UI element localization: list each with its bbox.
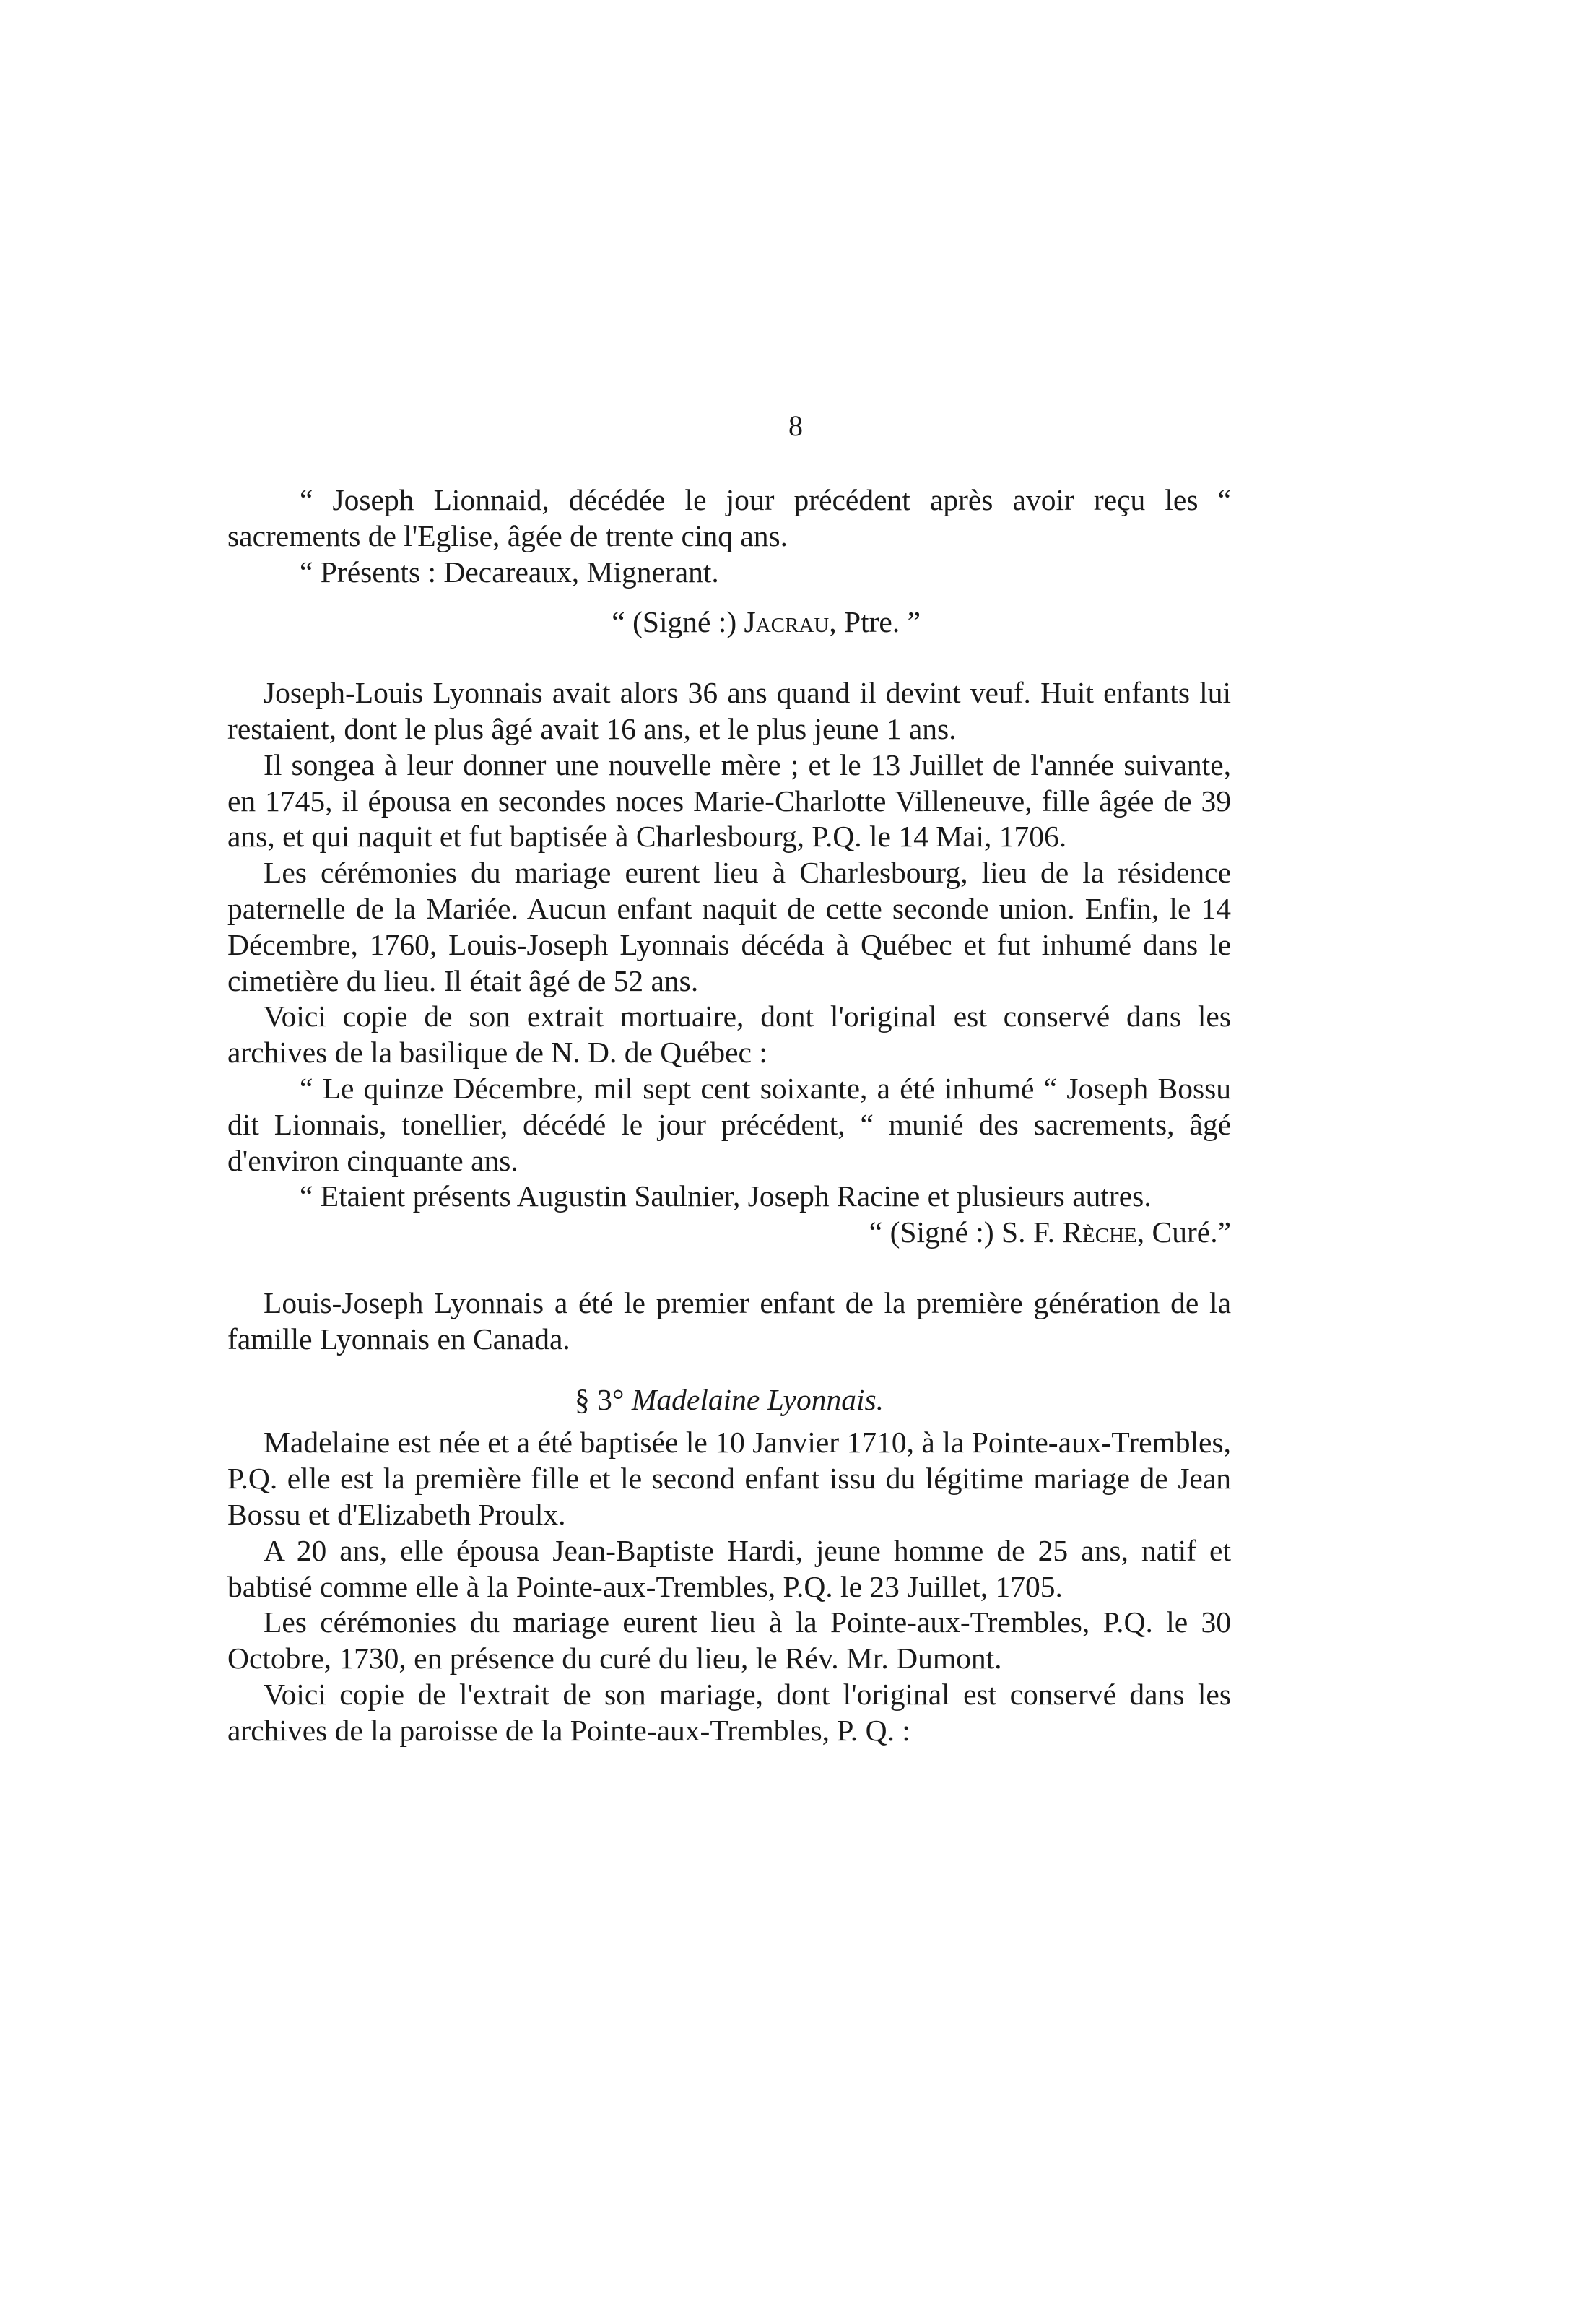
paragraph-ceremonies-charlesbourg: Les cérémonies du mariage eurent lieu à Charlesbourg, lieu de la résidence paternelle de la Mariée. Aucun enfant naquit de cette seconde union. Enfin, le 14 Décembre, 1760, Louis-Joseph Lyonnais décéda à Québec et fut inhumé dans le cimetière du lieu. Il était âgé de 52 ans. [227, 856, 1231, 997]
signature-jacrau [227, 604, 1231, 641]
paragraph-ceremonies-pointe: Les cérémonies du mariage eurent lieu à la Pointe-aux-Trembles, P.Q. le 30 Octobre, 1730, en présence du curé du lieu, le Rév. Mr. Dumont. [227, 1605, 1231, 1675]
paragraph-madelaine-marriage: A 20 ans, elle épousa Jean-Baptiste Hardi, jeune homme de 25 ans, natif et babtisé comme elle à la Pointe-aux-Trembles, P.Q. le 23 Juillet, 1705. [227, 1533, 1231, 1603]
paragraph-marriage-record-intro: Voici copie de l'extrait de son mariage, dont l'original est conservé dans les archives de la paroisse de la Pointe-aux-Trembles, P. Q. : [227, 1677, 1231, 1747]
signature-reche [227, 1215, 1231, 1251]
quote-witnesses: “ Présents : Decareaux, Mignerant. [300, 555, 719, 589]
text-column [227, 482, 1231, 1749]
signature-name: Jacrau [744, 605, 830, 639]
page-number: 8 [788, 409, 804, 442]
quote-burial-bossu: “ Le quinze Décembre, mil sept cent soixante, a été inhumé “ Joseph Bossu dit Lionnais, tonellier, décédé le jour précédent, “ munié des sacrements, âgé d'environ cinquante ans. [227, 1071, 1231, 1177]
signature-prefix: “ (Signé :) [612, 605, 744, 639]
section-heading [227, 1382, 1231, 1418]
paragraph-widower: Joseph-Louis Lyonnais avait alors 36 ans quand il devint veuf. Huit enfants lui restaient, dont le plus âgé avait 16 ans, et le plus jeune 1 ans. [227, 676, 1231, 745]
quote-present-witnesses: “ Etaient présents Augustin Saulnier, Joseph Racine et plusieurs autres. [300, 1179, 1152, 1213]
paragraph-madelaine-birth: Madelaine est née et a été baptisée le 10 Janvier 1710, à la Pointe-aux-Trembles, P.Q. elle est la première fille et le second enfant issu du légitime mariage de Jean Bossu et d'Elizabeth Proulx. [227, 1426, 1231, 1531]
signature-name: Rèche [1062, 1215, 1137, 1249]
section-title: Madelaine Lyonnais. [631, 1382, 884, 1416]
paragraph-first-child: Louis-Joseph Lyonnais a été le premier enfant de la première génération de la famille Lyonnais en Canada. [227, 1285, 1231, 1356]
paragraph-death-record-intro: Voici copie de son extrait mortuaire, dont l'original est conservé dans les archives de la basilique de N. D. de Québec : [227, 1000, 1231, 1070]
signature-prefix: “ (Signé :) S. F. [869, 1215, 1063, 1249]
signature-suffix: , Curé.” [1136, 1215, 1231, 1249]
section-number: § 3° [574, 1382, 632, 1416]
paragraph-second-marriage: Il songea à leur donner une nouvelle mère ; et le 13 Juillet de l'année suivante, en 1745, il épousa en secondes noces Marie-Charlotte Villeneuve, fille âgée de 39 ans, et qui naquit et fut baptisée à Charlesbourg, P.Q. le 14 Mai, 1706. [227, 747, 1231, 854]
signature-suffix: , Ptre. ” [829, 605, 921, 639]
quote-burial-lionnaid: “ Joseph Lionnaid, décédée le jour précédent après avoir reçu les “ sacrements de l'Eglise, âgée de trente cinq ans. [227, 483, 1231, 552]
